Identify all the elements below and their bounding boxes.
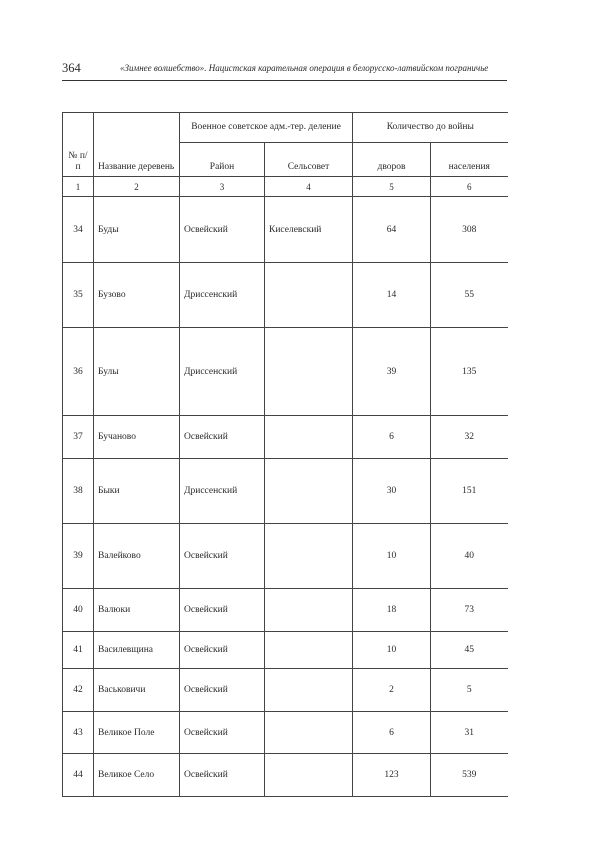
households: 30 — [353, 459, 431, 524]
households: 39 — [353, 328, 431, 416]
row-number: 39 — [63, 524, 94, 589]
page-number: 364 — [62, 61, 81, 75]
households: 10 — [353, 632, 431, 669]
village-council — [265, 263, 353, 328]
running-title: «Зимнее волшебство». Нацистская карательная операция в белорусско-латвийском пограничье — [120, 63, 489, 73]
village-council: Киселевский — [265, 197, 353, 263]
village-council — [265, 589, 353, 632]
village-name: Буды — [94, 197, 180, 263]
header-rule — [62, 80, 507, 81]
table-row — [63, 669, 508, 712]
district: Дриссенский — [180, 459, 265, 524]
district: Освейский — [180, 416, 265, 459]
column-index: 4 — [265, 177, 353, 197]
population: 5 — [431, 669, 508, 712]
table-row — [63, 632, 508, 669]
table-row — [63, 459, 508, 524]
village-name: Василевщина — [94, 632, 180, 669]
row-number: 35 — [63, 263, 94, 328]
col-header-name: Название деревень — [94, 113, 180, 177]
population: 45 — [431, 632, 508, 669]
population: 31 — [431, 712, 508, 754]
village-name: Великое Поле — [94, 712, 180, 754]
village-council — [265, 712, 353, 754]
table-row — [63, 589, 508, 632]
col-header-count: Количество до войны — [353, 113, 508, 143]
row-number: 36 — [63, 328, 94, 416]
column-index: 2 — [94, 177, 180, 197]
households: 18 — [353, 589, 431, 632]
col-header-division: Военное советское адм.-тер. деление — [180, 113, 353, 143]
column-index-row — [63, 177, 508, 197]
village-name: Бучаново — [94, 416, 180, 459]
district: Дриссенский — [180, 328, 265, 416]
villages-table — [62, 112, 508, 797]
population: 135 — [431, 328, 508, 416]
col-header-council: Сельсовет — [265, 143, 353, 177]
households: 6 — [353, 416, 431, 459]
column-index: 6 — [431, 177, 508, 197]
col-header-households: дворов — [353, 143, 431, 177]
households: 10 — [353, 524, 431, 589]
village-name: Быки — [94, 459, 180, 524]
households: 64 — [353, 197, 431, 263]
households: 14 — [353, 263, 431, 328]
households: 123 — [353, 754, 431, 797]
district: Дриссенский — [180, 263, 265, 328]
households: 2 — [353, 669, 431, 712]
population: 151 — [431, 459, 508, 524]
district: Освейский — [180, 524, 265, 589]
village-council — [265, 632, 353, 669]
village-name: Бузово — [94, 263, 180, 328]
district: Освейский — [180, 632, 265, 669]
village-name: Булы — [94, 328, 180, 416]
row-number: 43 — [63, 712, 94, 754]
table-row — [63, 524, 508, 589]
table-row — [63, 263, 508, 328]
population: 539 — [431, 754, 508, 797]
district: Освейский — [180, 669, 265, 712]
table-row — [63, 328, 508, 416]
village-council — [265, 328, 353, 416]
column-index: 1 — [63, 177, 94, 197]
row-number: 37 — [63, 416, 94, 459]
population: 40 — [431, 524, 508, 589]
row-number: 44 — [63, 754, 94, 797]
col-header-num: № п/п — [63, 113, 94, 177]
row-number: 42 — [63, 669, 94, 712]
village-council — [265, 459, 353, 524]
population: 32 — [431, 416, 508, 459]
village-council — [265, 669, 353, 712]
table-row — [63, 197, 508, 263]
village-name: Великое Село — [94, 754, 180, 797]
population: 73 — [431, 589, 508, 632]
district: Освейский — [180, 197, 265, 263]
row-number: 38 — [63, 459, 94, 524]
table-row — [63, 754, 508, 797]
village-council — [265, 416, 353, 459]
row-number: 40 — [63, 589, 94, 632]
table-row — [63, 416, 508, 459]
households: 6 — [353, 712, 431, 754]
district: Освейский — [180, 754, 265, 797]
village-name: Валюки — [94, 589, 180, 632]
district: Освейский — [180, 589, 265, 632]
district: Освейский — [180, 712, 265, 754]
col-header-population: населения — [431, 143, 508, 177]
col-header-district: Район — [180, 143, 265, 177]
village-name: Васьковичи — [94, 669, 180, 712]
population: 55 — [431, 263, 508, 328]
village-council — [265, 754, 353, 797]
population: 308 — [431, 197, 508, 263]
row-number: 41 — [63, 632, 94, 669]
table-row — [63, 712, 508, 754]
village-name: Валейково — [94, 524, 180, 589]
village-council — [265, 524, 353, 589]
column-index: 3 — [180, 177, 265, 197]
column-index: 5 — [353, 177, 431, 197]
row-number: 34 — [63, 197, 94, 263]
table-header-row-1 — [63, 113, 508, 143]
